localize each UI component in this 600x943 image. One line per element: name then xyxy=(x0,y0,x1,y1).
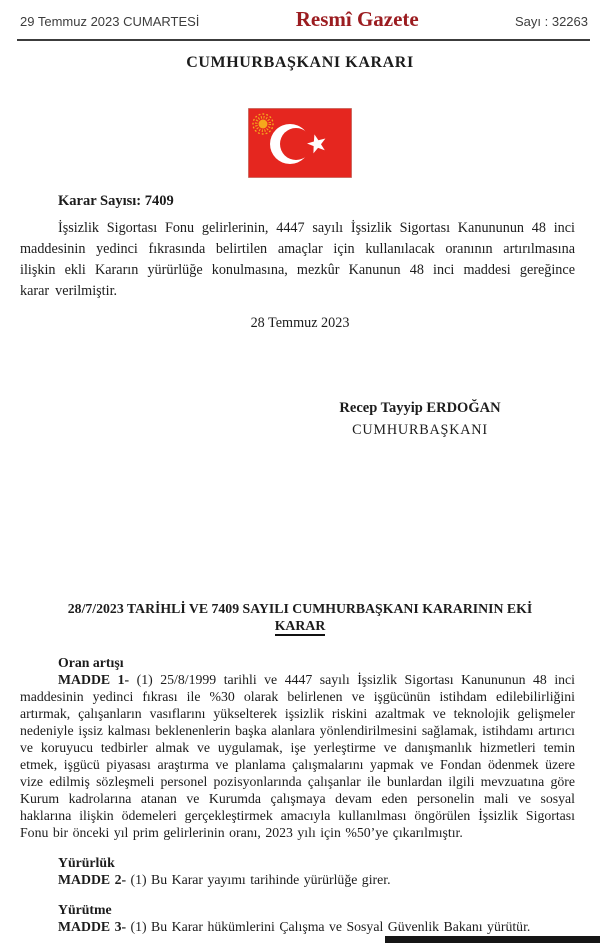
article-3-text xyxy=(20,918,575,935)
article-1-lead: MADDE 1- xyxy=(58,672,130,687)
turkish-presidential-flag-icon xyxy=(248,108,352,178)
signature-title: CUMHURBAŞKANI xyxy=(352,422,488,438)
article-1-caption: Oran artışı xyxy=(58,655,124,670)
decision-date: 28 Temmuz 2023 xyxy=(250,315,350,331)
decision-number: Karar Sayısı: 7409 xyxy=(58,193,174,209)
article-2-lead: MADDE 2- xyxy=(58,872,127,887)
article-1-text xyxy=(20,671,575,841)
masthead-divider xyxy=(17,39,590,41)
decision-section-title: CUMHURBAŞKANI KARARI xyxy=(186,54,414,71)
signature-block xyxy=(280,400,560,439)
article-2-text xyxy=(20,871,575,888)
bottom-scan-artifact-bar xyxy=(385,936,600,943)
article-2-caption: Yürürlük xyxy=(58,855,115,870)
annex-heading-line2: KARAR xyxy=(275,617,326,636)
gazette-title: Resmî Gazete xyxy=(295,7,419,31)
article-2-body: (1) Bu Karar yayımı tarihinde yürürlüğe girer. xyxy=(130,872,391,887)
article-3-caption: Yürütme xyxy=(58,902,112,917)
decision-body-paragraph: İşsizlik Sigortası Fonu gelirlerinin, 4447 sayılı İşsizlik Sigortası Kanununun 48 inci maddesinin yedinci fıkrasında belirtilen amaçlar için kullanılacak oranının artırılmasına ilişkin ekli Kararın yürürlüğe konulmasına, mezkûr Kanunun 48 inci maddesi gereğince karar verilmiştir. xyxy=(20,220,575,299)
article-3-lead: MADDE 3- xyxy=(58,919,127,934)
masthead-date: 29 Temmuz 2023 CUMARTESİ xyxy=(20,14,200,29)
annex-section xyxy=(0,600,600,935)
annex-heading xyxy=(30,600,570,636)
article-1-body: (1) 25/8/1999 tarihli ve 4447 sayılı İşsizlik Sigortası Kanununun 48 inci maddesinin yedinci fıkrası ile %30 olarak belirlenen ve işgücünün istihdam edilebilirliğini artırmak, çalışanların vasıflarını yükselterek işsizlik riskini azaltmak ve teknolojik gelişmeler nedeniyle işsiz kalması beklenenlerin başka alanlara yönlendirilmesini sağlamak, istihdamı artırıcı ve koruyucu tedbirler almak ve uygulamak, işe yerleştirme ve danışmanlık hizmetleri temin etmek, işgücü piyasası araştırma ve planlama çalışmalarını yapmak ve Fondan ödenmek üzere vize edilmiş sözleşmeli personel pozisyonlarında çalışanlar ile bunlardan ilgili mevzuatına göre Kurum kadrolarına atanan ve Kurumda çalışmaya devam eden personelin mali ve sosyal haklarına ilişkin ödemeleri gerçekleştirmek amacıyla kullanılması öngörülen İşsizlik Sigortası Fonu bir önceki yıl prim gelirlerinin oranı, 2023 yılı için %50’ye çıkarılmıştır. xyxy=(20,672,576,840)
masthead-issue-number: Sayı : 32263 xyxy=(515,14,588,29)
article-3-body: (1) Bu Karar hükümlerini Çalışma ve Sosyal Güvenlik Bakanı yürütür. xyxy=(130,919,531,934)
signature-name: Recep Tayyip ERDOĞAN xyxy=(339,400,501,416)
masthead xyxy=(0,0,600,32)
annex-heading-line1: 28/7/2023 TARİHLİ VE 7409 SAYILI CUMHURBAŞKANI KARARININ EKİ xyxy=(67,601,533,616)
